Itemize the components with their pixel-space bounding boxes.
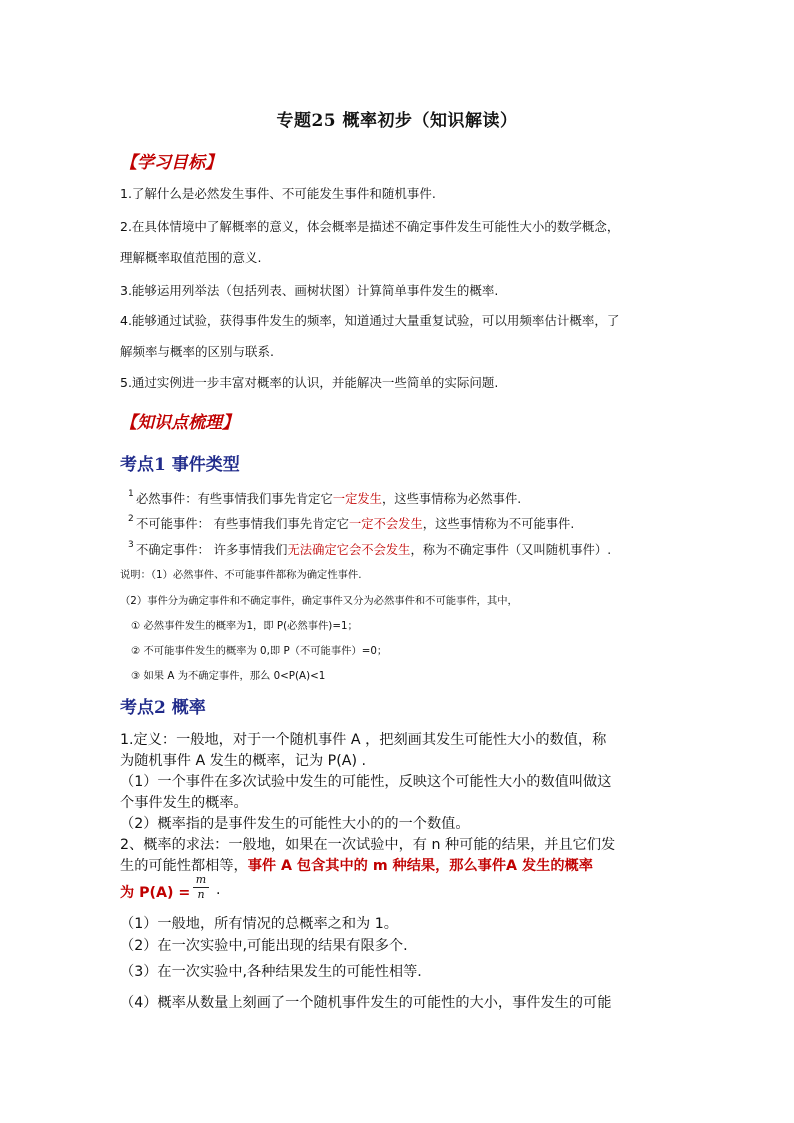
- event-text: 不确定事件： 许多事情我们: [136, 543, 288, 557]
- event-item: [128, 514, 574, 532]
- probability-formula-text: 事件 A 包含其中的 m 种结果，那么事件A 发生的概率: [247, 858, 593, 874]
- rule-line: （3）在一次实验中,各种结果发生的可能性相等.: [120, 964, 422, 980]
- section-goals-heading: 【学习目标】: [120, 153, 222, 173]
- goal-line: 3.能够运用列举法（包括列表、画树状图）计算简单事件发生的概率.: [120, 283, 499, 298]
- event-emphasis: 一定发生: [332, 492, 382, 506]
- note-line: ③ 如果 A 为不确定事件，那么 0<P(A)<1: [131, 670, 326, 682]
- goal-line: 2.在具体情境中了解概率的意义，体会概率是描述不确定事件发生可能性大小的数学概念，: [120, 219, 620, 234]
- kaodian2-heading: 考点2 概率: [120, 698, 206, 718]
- definition-line: 生的可能性都相等，事件 A 包含其中的 m 种结果，那么事件A 发生的概率: [120, 858, 593, 874]
- definition-line: 个事件发生的概率。: [120, 795, 248, 811]
- circle-two-icon: ②: [131, 645, 141, 657]
- definition-line: 1.定义：一般地，对于一个随机事件 A ，把刻画其发生可能性大小的数值，称: [120, 732, 607, 748]
- event-text-end: ，这些事情称为必然事件.: [381, 492, 522, 506]
- kaodian1-heading: 考点1 事件类型: [120, 455, 240, 475]
- event-text: 必然事件：有些事情我们事先肯定它: [136, 492, 333, 506]
- formula-end: .: [216, 882, 221, 898]
- note-line: 说明：（1）必然事件、不可能事件都称为确定性事件.: [120, 569, 362, 581]
- definition-line: （1）一个事件在多次试验中发生的可能性，反映这个可能性大小的数值叫做这: [120, 774, 612, 790]
- fraction-denominator: n: [197, 888, 205, 901]
- goal-line: 理解概率取值范围的意义.: [120, 250, 262, 265]
- formula-line: 为 P(A) =: [120, 885, 191, 901]
- event-text: 不可能事件： 有些事情我们事先肯定它: [136, 517, 349, 531]
- event-text-end: ，这些事情称为不可能事件.: [422, 517, 575, 531]
- section-knowledge-heading: 【知识点梳理】: [120, 413, 239, 433]
- definition-line: （2）概率指的是事件发生的可能性大小的的一个数值。: [120, 816, 470, 832]
- event-number: 3: [128, 540, 134, 550]
- definition-line: 为随机事件 A 发生的概率，记为 P(A) .: [120, 753, 367, 769]
- goal-line: 解频率与概率的区别与联系.: [120, 344, 274, 359]
- event-emphasis: 一定不会发生: [348, 517, 423, 531]
- event-item: [128, 540, 611, 558]
- event-number: 1: [128, 489, 134, 499]
- goal-line: 4.能够通过试验，获得事件发生的频率，知道通过大量重复试验，可以用频率估计概率，了: [120, 313, 620, 328]
- page-title: 专题25 概率初步（知识解读）: [276, 111, 518, 131]
- goal-line: 5.通过实例进一步丰富对概率的认识，并能解决一些简单的实际问题.: [120, 375, 499, 390]
- goal-line: 1.了解什么是必然发生事件、不可能发生事件和随机事件.: [120, 186, 436, 201]
- note-line: （2）事件分为确定事件和不确定事件，确定事件又分为必然事件和不可能事件，其中，: [120, 595, 518, 607]
- rule-line: （1）一般地，所有情况的总概率之和为 1。: [120, 916, 398, 932]
- rule-line: （2）在一次实验中,可能出现的结果有限多个.: [120, 938, 408, 954]
- rule-line: （4）概率从数量上刻画了一个随机事件发生的可能性的大小，事件发生的可能: [120, 995, 612, 1011]
- event-number: 2: [128, 514, 134, 524]
- fraction-m-over-n: [193, 874, 209, 901]
- fraction-numerator: m: [195, 873, 207, 886]
- event-item: [128, 489, 521, 507]
- note-line: ① 必然事件发生的概率为1，即 P(必然事件)=1；: [131, 620, 358, 632]
- event-text-end: ，称为不确定事件（又叫随机事件）.: [410, 543, 612, 557]
- note-line: ② 不可能事件发生的概率为 0,即 P（不可能事件）=0；: [131, 645, 388, 657]
- event-emphasis: 无法确定它会不会发生: [287, 543, 411, 557]
- definition-line: 2、概率的求法：一般地，如果在一次试验中，有 n 种可能的结果，并且它们发: [120, 837, 616, 853]
